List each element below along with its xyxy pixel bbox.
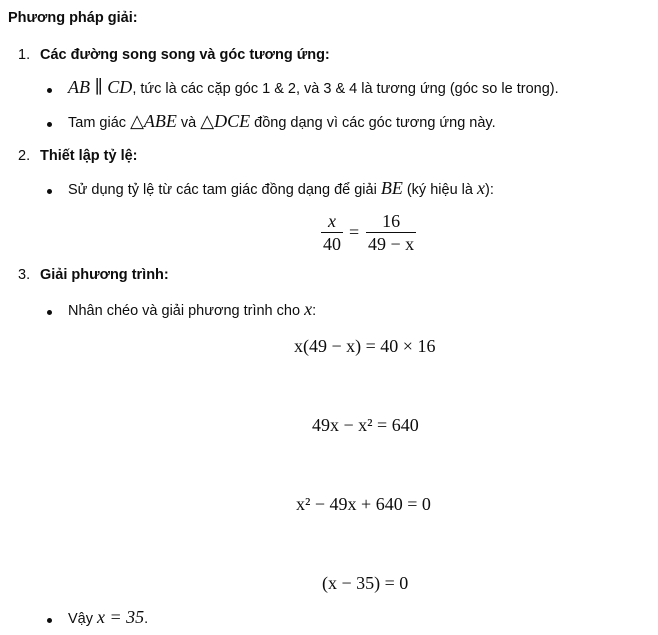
step-1-number: 1. [18, 47, 31, 63]
bullet-marker [47, 88, 52, 93]
step-1-bullet-2 [68, 111, 496, 132]
step-1-bullet-1 [68, 77, 559, 98]
section-heading: Phương pháp giải: [8, 10, 138, 26]
bullet-text: : [312, 303, 317, 319]
bullet-text: và [176, 115, 201, 131]
bullet-text: (ký hiệu là [402, 182, 477, 198]
equation-2: 49x − x² = 640 [312, 415, 419, 435]
equation-1: x(49 − x) = 40 × 16 [294, 336, 436, 356]
bullet-text: Sử dụng tỷ lệ từ các tam giác đồng dạng để giải [68, 182, 381, 198]
conclusion-text: . [144, 611, 149, 627]
math-triangle-abe: △ABE [130, 111, 177, 131]
fraction-rhs [366, 210, 416, 255]
conclusion-text: Vậy [68, 611, 98, 627]
bullet-marker [47, 618, 52, 623]
equation-4: (x − 35) = 0 [322, 573, 409, 593]
fraction-denominator: 40 [323, 234, 341, 254]
math-x: x [476, 178, 485, 198]
step-3-bullet-1 [68, 299, 316, 320]
math-answer: x = 35 [97, 607, 145, 627]
bullet-text: , tức là các cặp góc 1 & 2, và 3 & 4 là tương ứng (góc so le trong). [132, 81, 559, 97]
equation-3: x² − 49x + 640 = 0 [296, 494, 431, 514]
math-triangle-dce: △DCE [200, 111, 251, 131]
fraction-lhs [321, 210, 343, 255]
fraction-numerator: x [328, 211, 336, 231]
bullet-marker [47, 122, 52, 127]
math-parallel: AB ∥ CD [68, 77, 133, 97]
math-x: x [304, 299, 313, 319]
step-3-number: 3. [18, 267, 31, 283]
fraction-denominator: 49 − x [368, 234, 415, 254]
bullet-text: Tam giác [68, 115, 131, 131]
step-1-title: Các đường song song và góc tương ứng: [40, 47, 330, 63]
step-2-title: Thiết lập tỷ lệ: [40, 148, 138, 164]
step-3-title: Giải phương trình: [40, 267, 169, 283]
math-be: BE [380, 178, 403, 198]
equals-sign: = [349, 222, 360, 242]
bullet-text: Nhân chéo và giải phương trình cho [68, 303, 305, 319]
bullet-text: ): [484, 182, 494, 198]
conclusion [68, 607, 148, 628]
bullet-text: đồng dạng vì các góc tương ứng này. [250, 115, 496, 131]
bullet-marker [47, 310, 52, 315]
step-2-bullet-1 [68, 178, 494, 199]
fraction-numerator: 16 [382, 211, 401, 231]
bullet-marker [47, 189, 52, 194]
step-2-number: 2. [18, 148, 31, 164]
